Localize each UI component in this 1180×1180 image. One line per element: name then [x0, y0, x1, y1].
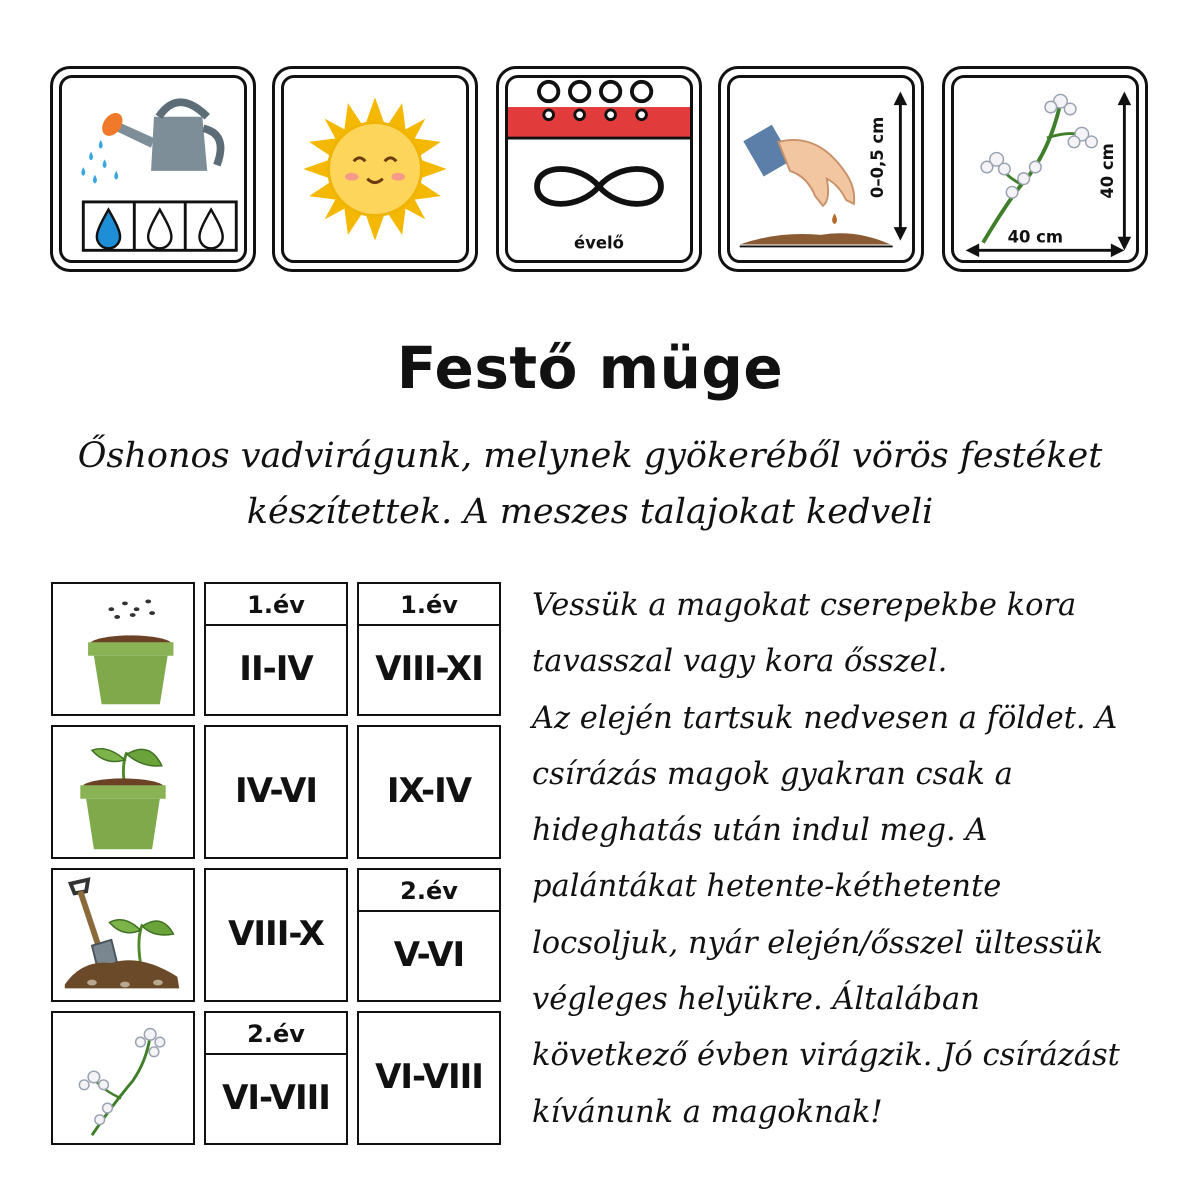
sowing-pot-icon — [53, 584, 193, 714]
month-range: VIII-X — [228, 914, 324, 954]
width-label: 40 cm — [1007, 227, 1064, 247]
plant-size-icon — [954, 78, 1136, 260]
sun-tile — [272, 66, 478, 272]
month-range: VI-VIII — [222, 1078, 330, 1118]
schedule-cell-r2c2 — [357, 725, 501, 859]
transplant-shovel-icon — [53, 870, 193, 1000]
schedule-cell-r3c2 — [357, 868, 501, 1002]
height-label: 40 cm — [1097, 143, 1117, 199]
year-label: 2.év — [206, 1013, 346, 1055]
month-range: IX-IV — [386, 771, 472, 811]
calendar-tile — [496, 66, 702, 272]
instruction-line: végleges helyükre. Általában — [532, 982, 980, 1018]
instruction-line: csírázás magok gyakran csak a — [532, 756, 1013, 792]
stage-cell-flowering — [51, 1011, 195, 1145]
instruction-line: Vessük a magokat cserepekbe kora — [532, 588, 1077, 623]
seedling-pot-icon — [53, 727, 193, 857]
sowing-hand-icon — [730, 78, 912, 260]
calendar-infinity-icon — [508, 78, 690, 260]
sowing-depth-tile — [718, 66, 924, 272]
instruction-line: Az elején tartsuk nedvesen a földet. A — [532, 700, 1118, 736]
stage-cell-transplant — [51, 868, 195, 1002]
schedule-cell-r4c1 — [204, 1011, 348, 1145]
instruction-line: palántákat hetente-kéthetente — [532, 869, 1002, 905]
page-title: Festő müge — [396, 334, 784, 402]
plant-size-tile — [942, 66, 1148, 272]
subtitle-line-2: készítettek. A meszes talajokat kedveli — [246, 492, 934, 532]
schedule-cell-r2c1 — [204, 725, 348, 859]
instruction-line: kívánunk a magoknak! — [532, 1094, 883, 1130]
subtitle — [70, 428, 1110, 540]
watering-tile — [50, 66, 256, 272]
month-range: V-VI — [393, 935, 465, 975]
schedule-cell-r3c1 — [204, 868, 348, 1002]
stage-cell-sowing — [51, 582, 195, 716]
calendar-label: évelő — [574, 233, 624, 253]
instructions-text — [532, 578, 1152, 1141]
watering-can-icon — [62, 78, 244, 260]
instruction-line: következő évben virágzik. Jó csírázást — [532, 1038, 1120, 1074]
month-range: II-IV — [239, 649, 313, 689]
year-label: 1.év — [359, 584, 499, 626]
month-range: VI-VIII — [375, 1057, 483, 1097]
instruction-line: locsoljuk, nyár elején/ősszel ültessük — [532, 925, 1103, 961]
schedule-cell-r1c2 — [357, 582, 501, 716]
instruction-line: tavasszal vagy kora ősszel. — [532, 644, 948, 680]
schedule-cell-r4c2 — [357, 1011, 501, 1145]
flower-icon — [53, 1013, 193, 1143]
month-range: IV-VI — [234, 771, 318, 811]
stage-cell-seedling — [51, 725, 195, 859]
instruction-line: hideghatás után indul meg. A — [532, 813, 988, 849]
year-label: 1.év — [206, 584, 346, 626]
depth-label: 0–0,5 cm — [867, 116, 887, 199]
subtitle-line-1: Őshonos vadvirágunk, melynek gyökeréből vörös festéket — [77, 436, 1103, 476]
sun-icon — [284, 78, 466, 260]
schedule-cell-r1c1 — [204, 582, 348, 716]
month-range: VIII-XI — [375, 649, 483, 689]
year-label: 2.év — [359, 870, 499, 912]
